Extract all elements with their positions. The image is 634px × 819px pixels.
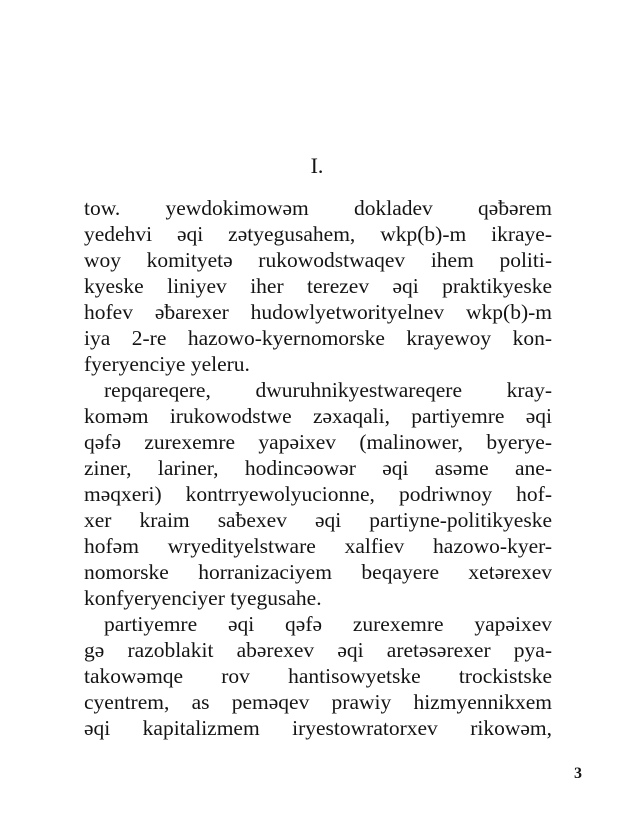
text-line: gə razoblakit abərexev əqi aretəsərexer pya- [84, 638, 552, 662]
text-line: məqxeri) kontrryewolyucionne, podriwnoy hof- [84, 482, 552, 506]
text-line: repqareqere, dwuruhnikyestwareqere kray- [104, 378, 552, 402]
text-line: qəfə zurexemre yapəixev (malinower, byerye- [84, 430, 552, 454]
text-line: konfyeryenciyer tyegusahe. [84, 586, 322, 610]
text-line: koməm irukowodstwe zəxaqali, partiyemre əqi [84, 404, 552, 428]
text-line: partiyemre əqi qəfə zurexemre yapəixev [104, 612, 552, 636]
text-line: yedehvi əqi zətyegusahem, wkp(b)-m ikraye- [84, 222, 552, 246]
text-line: xer kraim saƀexev əqi partiyne-politikyeske [84, 508, 552, 532]
text-line: kyeske liniyev iher terezev əqi praktikyeske [84, 274, 552, 298]
text-line: fyeryenciye yeleru. [84, 352, 250, 376]
text-line: takowəmqe rov hantisowyetske trockistske [84, 664, 552, 688]
text-line: əqi kapitalizmem iryestowratorxev rikowəm, [84, 716, 552, 740]
text-line: woy komityetə rukowodstwaqev ihem politi- [84, 248, 552, 272]
text-line: ziner, lariner, hodincəowər əqi asəme ane- [84, 456, 552, 480]
page-number: 3 [574, 765, 582, 782]
text-line: nomorske horranizaciyem beqayere xetərexev [84, 560, 552, 584]
text-line: hofev əƀarexer hudowlyetworityelnev wkp(b)-m [84, 300, 552, 324]
text-line: cyentrem, as peməqev prawiy hizmyennikxem [84, 690, 552, 714]
chapter-marker: I. [310, 153, 324, 178]
text-line: tow. yewdokimowəm dokladev qəƀərem [84, 196, 552, 220]
text-line: hofəm wryedityelstware xalfiev hazowo-kyer- [84, 534, 552, 558]
text-line: iya 2-re hazowo-kyernomorske krayewoy kon- [84, 326, 552, 350]
